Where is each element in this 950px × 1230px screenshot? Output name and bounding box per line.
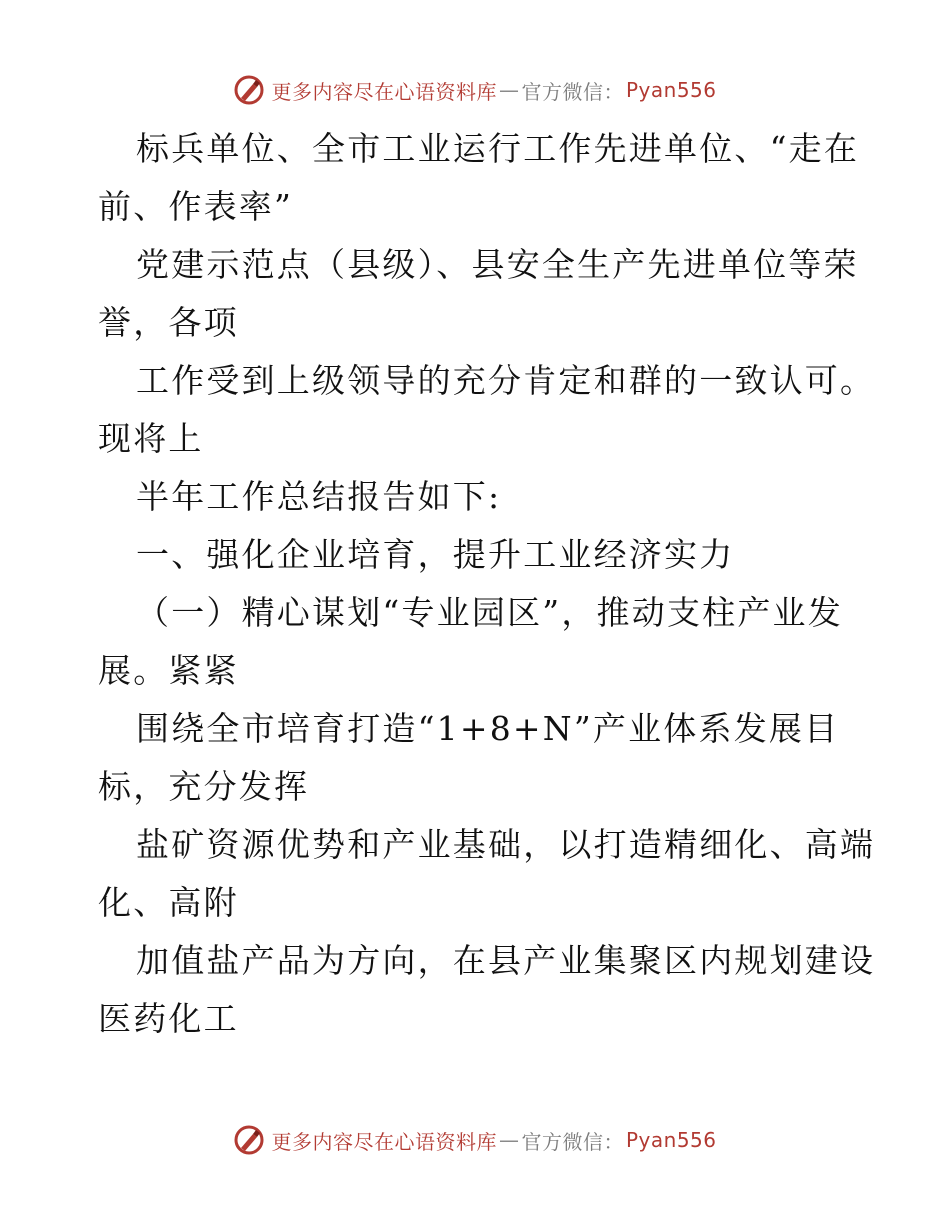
paragraph-line: 盐矿资源优势和产业基础，以打造精细化、高端 [136, 825, 876, 864]
watermark-official-label: 官方微信： [521, 1129, 624, 1154]
pen-logo-icon [233, 74, 265, 106]
subsection-heading: （一）精心谋划“专业园区”，推动支柱产业发 [136, 593, 843, 632]
watermark-wechat-id: Pyan556 [625, 1128, 717, 1152]
pen-logo-icon [233, 1124, 265, 1156]
watermark-dash: — [498, 1128, 520, 1152]
paragraph-line: 标兵单位、全市工业运行工作先进单位、“走在 [136, 129, 860, 168]
paragraph-line: 工作受到上级领导的充分肯定和群的一致认可。 [136, 361, 876, 400]
watermark-wechat-id: Pyan556 [625, 78, 717, 102]
paragraph-line: 化、高附 [98, 883, 239, 922]
section-heading: 一、强化企业培育，提升工业经济实力 [136, 535, 735, 574]
watermark-text: 更多内容尽在心语资料库 [271, 1129, 497, 1154]
paragraph-line: 标，充分发挥 [98, 767, 310, 806]
paragraph-line: 半年工作总结报告如下: [136, 477, 502, 516]
paragraph-line: 誉，各项 [98, 303, 239, 342]
watermark-text: 更多内容尽在心语资料库 [271, 79, 497, 104]
paragraph-line: 前、作表率” [98, 187, 294, 226]
document-body [98, 120, 876, 1048]
watermark-official-label: 官方微信： [521, 79, 624, 104]
footer-watermark [0, 1120, 950, 1160]
watermark-dash: — [498, 78, 520, 102]
paragraph-line: 加值盐产品为方向，在县产业集聚区内规划建设 [136, 941, 876, 980]
paragraph-line: 展。紧紧 [98, 651, 239, 690]
paragraph-line: 现将上 [98, 419, 204, 458]
paragraph-line: 医药化工 [98, 999, 239, 1038]
header-watermark [0, 70, 950, 110]
paragraph-line: 党建示范点（县级）、县安全生产先进单位等荣 [136, 245, 859, 284]
paragraph-line: 围绕全市培育打造“1+8+N”产业体系发展目 [136, 709, 840, 748]
